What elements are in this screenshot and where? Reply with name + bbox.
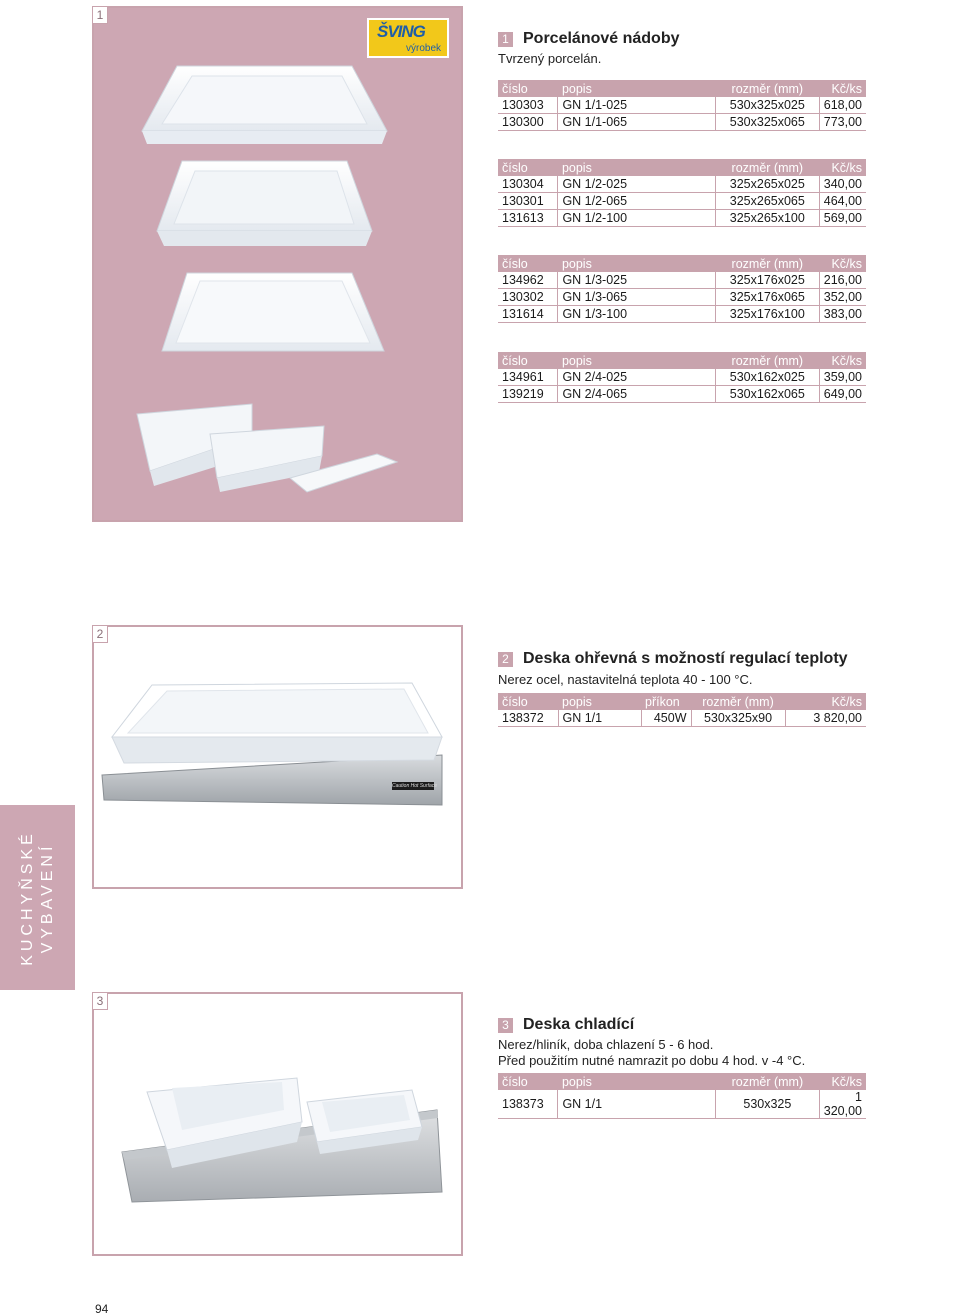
cell-rozmer: 325x265x025 (715, 176, 819, 193)
col-cena: Kč/ks (819, 159, 866, 176)
cell-cislo: 131614 (498, 306, 558, 323)
section1-table-4 (498, 352, 866, 403)
cell-rozmer: 325x265x065 (715, 193, 819, 210)
cell-popis: GN 1/1-065 (558, 114, 715, 131)
cell-popis: GN 1/1-025 (558, 97, 715, 114)
cell-rozmer: 530x325 (715, 1090, 819, 1119)
table-row (498, 289, 866, 306)
cell-cislo: 130302 (498, 289, 558, 306)
cell-cena: 1 320,00 (819, 1090, 866, 1119)
col-popis: popis (558, 352, 715, 369)
section3-badge: 3 (498, 1018, 513, 1033)
col-cena: Kč/ks (819, 1073, 866, 1090)
logo-sub: výrobek (405, 43, 441, 54)
section2-table (498, 693, 866, 727)
sidebar-line-2: VYBAVENÍ (38, 842, 56, 953)
cell-cislo: 130303 (498, 97, 558, 114)
col-cena: Kč/ks (785, 693, 866, 710)
cell-rozmer: 530x162x065 (715, 386, 819, 403)
table-row (498, 97, 866, 114)
cell-rozmer: 530x325x90 (691, 710, 785, 727)
sidebar-line-1: KUCHYŇSKÉ (18, 829, 36, 966)
table-header (498, 159, 866, 176)
section1-badge: 1 (498, 32, 513, 47)
cell-cena: 569,00 (819, 210, 866, 227)
cell-cena: 649,00 (819, 386, 866, 403)
cell-popis: GN 1/1 (558, 710, 641, 727)
table-header (498, 352, 866, 369)
table-row (498, 369, 866, 386)
sidebar-label (18, 830, 58, 966)
cell-rozmer: 530x325x025 (715, 97, 819, 114)
table-row (498, 306, 866, 323)
cell-cislo: 139219 (498, 386, 558, 403)
table-row (498, 386, 866, 403)
cell-popis: GN 1/2-025 (558, 176, 715, 193)
section3-title-text: Deska chladící (523, 1016, 635, 1033)
col-popis: popis (558, 693, 641, 710)
page-number: 94 (95, 1302, 109, 1316)
cell-cena: 773,00 (819, 114, 866, 131)
table-row (498, 193, 866, 210)
col-cislo: číslo (498, 693, 558, 710)
cell-cislo: 134961 (498, 369, 558, 386)
section1-table-1 (498, 80, 866, 131)
col-rozmer: rozměr (mm) (715, 352, 819, 369)
cell-popis: GN 2/4-065 (558, 386, 715, 403)
col-cislo: číslo (498, 352, 558, 369)
section3-table (498, 1073, 866, 1119)
device-label: Caution Hot Surface (392, 783, 438, 789)
porcelain-dishes-illustration (92, 6, 463, 522)
cell-cislo: 134962 (498, 272, 558, 289)
cell-rozmer: 325x176x100 (715, 306, 819, 323)
cell-prikon: 450W (641, 710, 691, 727)
table-row (498, 710, 866, 727)
col-cislo: číslo (498, 1073, 558, 1090)
cell-popis: GN 2/4-025 (558, 369, 715, 386)
cell-popis: GN 1/3-100 (558, 306, 715, 323)
section1-table-3 (498, 255, 866, 323)
col-cena: Kč/ks (819, 80, 866, 97)
table-header (498, 80, 866, 97)
cell-cislo: 130301 (498, 193, 558, 210)
col-rozmer: rozměr (mm) (715, 159, 819, 176)
col-cislo: číslo (498, 80, 558, 97)
col-cena: Kč/ks (819, 352, 866, 369)
cell-cislo: 131613 (498, 210, 558, 227)
col-cislo: číslo (498, 255, 558, 272)
cell-rozmer: 325x176x065 (715, 289, 819, 306)
table-row (498, 114, 866, 131)
section1-table-2 (498, 159, 866, 227)
cell-cena: 359,00 (819, 369, 866, 386)
col-popis: popis (558, 1073, 716, 1090)
section3-subtitle-line-1: Nerez/hliník, doba chlazení 5 - 6 hod. (498, 1037, 714, 1052)
section1-image-tag: 1 (92, 6, 108, 24)
col-rozmer: rozměr (mm) (715, 255, 819, 272)
cell-rozmer: 325x265x100 (715, 210, 819, 227)
section3-title (498, 1016, 634, 1034)
cell-rozmer: 530x162x025 (715, 369, 819, 386)
col-cislo: číslo (498, 159, 558, 176)
section3-image-tag: 3 (92, 992, 108, 1010)
cell-cena: 216,00 (819, 272, 866, 289)
col-rozmer: rozměr (mm) (715, 1073, 819, 1090)
logo-brand: ŠVING (377, 22, 425, 41)
table-header (498, 1073, 866, 1090)
cell-cena: 352,00 (819, 289, 866, 306)
category-sidebar (0, 805, 75, 990)
table-header (498, 693, 866, 710)
col-popis: popis (558, 255, 715, 272)
cell-popis: GN 1/2-065 (558, 193, 715, 210)
cell-popis: GN 1/2-100 (558, 210, 715, 227)
cell-popis: GN 1/3-065 (558, 289, 715, 306)
cell-cena: 383,00 (819, 306, 866, 323)
col-cena: Kč/ks (819, 255, 866, 272)
section2-subtitle: Nerez ocel, nastavitelná teplota 40 - 100 °C. (498, 672, 753, 687)
cell-popis: GN 1/1 (558, 1090, 716, 1119)
section2-title-text: Deska ohřevná s možností regulací teploty (523, 650, 848, 667)
section1-title-text: Porcelánové nádoby (523, 30, 680, 47)
table-header (498, 255, 866, 272)
table-row (498, 1090, 866, 1119)
cell-rozmer: 530x325x065 (715, 114, 819, 131)
section3-subtitle-line-2: Před použitím nutné namrazit po dobu 4 hod. v -4 °C. (498, 1053, 806, 1068)
col-rozmer: rozměr (mm) (691, 693, 785, 710)
section2-image-tag: 2 (92, 625, 108, 643)
table-row (498, 272, 866, 289)
cell-cena: 3 820,00 (785, 710, 866, 727)
cooling-plate-illustration (92, 992, 463, 1256)
cell-cislo: 130304 (498, 176, 558, 193)
cell-rozmer: 325x176x025 (715, 272, 819, 289)
cell-cislo: 138373 (498, 1090, 558, 1119)
cell-popis: GN 1/3-025 (558, 272, 715, 289)
section3-subtitle (498, 1037, 805, 1069)
section2-badge: 2 (498, 652, 513, 667)
section1-subtitle: Tvrzený porcelán. (498, 51, 602, 66)
col-popis: popis (558, 80, 715, 97)
col-prikon: příkon (641, 693, 691, 710)
section1-title (498, 30, 680, 48)
cell-cena: 618,00 (819, 97, 866, 114)
heating-plate-illustration (92, 625, 463, 889)
cell-cislo: 130300 (498, 114, 558, 131)
section2-title (498, 650, 848, 668)
table-row (498, 176, 866, 193)
table-row (498, 210, 866, 227)
cell-cena: 340,00 (819, 176, 866, 193)
col-rozmer: rozměr (mm) (715, 80, 819, 97)
cell-cena: 464,00 (819, 193, 866, 210)
col-popis: popis (558, 159, 715, 176)
cell-cislo: 138372 (498, 710, 558, 727)
